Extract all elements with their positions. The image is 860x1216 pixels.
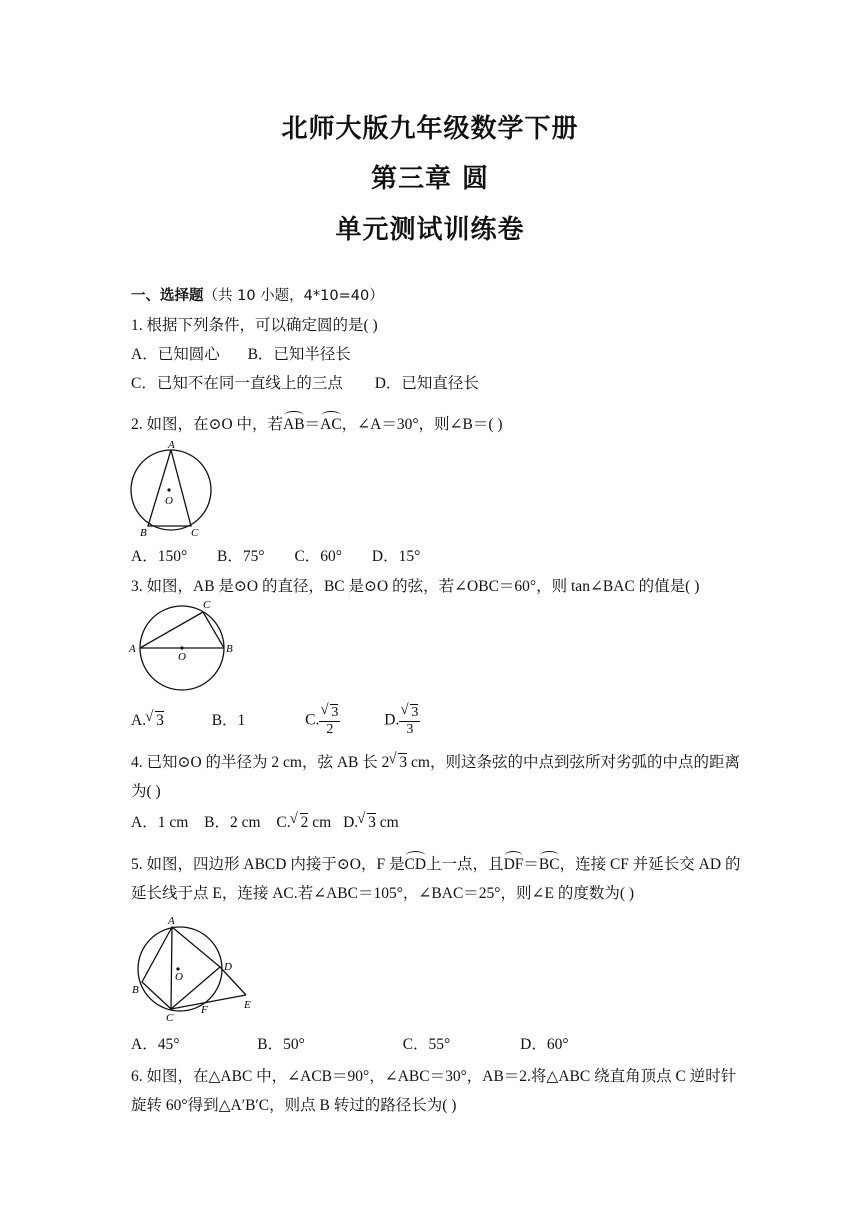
section-header [131,284,384,305]
q4-option-a: A．1 cm [131,814,189,831]
q1-option-a: A．已知圆心 [131,346,220,363]
question-3-options [131,704,420,738]
q5-label-a: A [168,915,175,927]
q5-circle [138,927,222,1011]
q4-radical: √ 3 [398,753,407,772]
q3-option-c-fraction [319,704,340,738]
question-1-options-row1 [131,342,351,364]
question-5-stem-line2: 延长线于点 E，连接 AC.若∠ABC＝105°，∠BAC＝25°，则∠E 的度数为( ) [131,885,635,902]
title-chapter: 第三章 圆 [370,164,490,194]
q5-equals: ＝ [523,856,539,873]
q3-option-a-prefix: A. [131,711,147,729]
q4-option-d [343,813,399,832]
q3-option-d [384,704,420,738]
q5-quadrilateral-abcd [142,927,220,1009]
question-2-options [131,544,420,566]
arc-ab: AB [283,416,305,433]
q5-option-d: D．60° [520,1036,569,1053]
q5-option-b: B．50° [257,1036,305,1053]
q3-chord-bc [203,612,224,648]
q3-label-c: C [203,599,211,611]
q4-stem-part2: cm，则这条弦的中点到弦所对劣弧的中点的距离 [407,754,740,771]
question-3-stem: 3. 如图，AB 是⊙O 的直径，BC 是⊙O 的弦，若∠OBC＝60°，则 tan∠BAC 的值是( ) [131,578,700,595]
q2-center-dot [167,488,170,491]
q3-chord-ac [140,612,203,648]
q2-option-c: C．60° [294,548,342,565]
q5-segment-ac [171,927,172,1009]
q3-option-c-prefix: C. [305,711,320,729]
q5-stem-part1: 5. 如图，四边形 ABCD 内接于⊙O，F 是 [131,856,405,873]
q1-option-c: C．已知不在同一直线上的三点 [131,375,343,392]
question-6-stem-line1: 6. 如图，在△ABC 中，∠ACB＝90°，∠ABC＝30°，AB＝2.将△ABC 绕直角顶点 C 逆时针 [131,1068,737,1085]
q5-figure-inscribed-quadrilateral [128,914,264,1024]
question-5-options [131,1032,569,1054]
q5-label-e: E [244,999,251,1011]
question-6-stem-line2: 旋转 60°得到△A′B′C，则点 B 转过的路径长为( ) [131,1097,457,1114]
q4-option-d-prefix: D. [343,814,359,831]
q3-option-a [131,711,164,730]
q2-figure-circle-triangle [128,438,218,542]
q3-option-a-radical: √ 3 [155,711,164,730]
q5-stem-part2: 上一点，且 [426,856,504,873]
q4-option-d-radical: √ 3 [367,813,376,832]
question-5-stem-line1 [131,852,740,874]
q1-option-b: B．已知半径长 [247,346,351,363]
q1-option-d: D．已知直径长 [374,375,479,392]
q2-stem-part2: ，∠A＝30°，则∠B＝( ) [341,416,503,433]
q2-label-b: B [140,527,147,539]
q4-option-c-radical: √ 2 [300,813,309,832]
question-1-stem: 1. 根据下列条件，可以确定圆的是( ) [131,317,378,334]
q3-option-d-denominator: 3 [399,721,420,738]
title-textbook: 北师大版九年级数学下册 [281,114,579,144]
q5-label-o: O [175,971,183,983]
q2-label-o: O [165,495,173,507]
q4-option-c-unit: cm [308,814,332,831]
q3-option-d-prefix: D. [384,711,400,729]
q3-option-c-denominator: 2 [319,721,340,738]
q2-option-b: B．75° [217,548,265,565]
q5-option-a: A．45° [131,1036,180,1053]
q2-circle [131,450,211,530]
q2-label-a: A [168,439,175,451]
q2-equals: ＝ [304,416,321,433]
q3-center-dot [180,646,183,649]
arc-bc: BC [538,856,560,873]
q3-option-b: B．1 [211,711,246,729]
arc-df: DF [503,856,524,873]
question-4-options [131,810,399,832]
section-label: 一、选择题 [131,288,204,304]
arc-cd: CD [404,856,427,873]
q3-option-c-numerator: √ 3 [330,704,338,721]
question-4-stem-line1 [131,750,740,772]
q5-option-c: C．55° [402,1036,451,1053]
q3-option-d-numerator: √ 3 [410,704,418,721]
q5-stem-part3: ，连接 CF 并延长交 AD 的 [559,856,741,873]
q4-option-c [276,813,331,832]
q4-stem-part1: 4. 已知⊙O 的半径为 2 cm，弦 AB 长 2 [131,754,390,771]
q3-figure-circle-diameter [128,598,240,694]
q2-triangle [148,450,191,526]
q3-label-o: O [178,651,186,663]
q4-option-d-unit: cm [375,814,399,831]
title-test: 单元测试训练卷 [335,215,525,245]
arc-ac: AC [320,416,342,433]
q3-label-b: B [226,643,233,655]
question-2-stem [131,412,503,434]
q2-option-a: A．150° [131,548,188,565]
section-note: （共 10 小题，4*10=40） [203,288,384,304]
q5-label-b: B [132,984,139,996]
question-4-stem-line2: 为( ) [131,783,161,800]
q2-stem-part1: 2. 如图，在⊙O 中，若 [131,416,284,433]
q5-label-c: C [166,1012,174,1024]
q5-segment-ce [171,995,246,1009]
q5-label-f: F [201,1004,208,1016]
q3-label-a: A [129,643,136,655]
q4-option-c-prefix: C. [276,814,291,831]
q2-label-c: C [191,527,199,539]
q5-label-d: D [224,961,232,973]
question-1-options-row2 [131,371,479,393]
q4-option-b: B．2 cm [204,814,261,831]
q3-option-d-fraction [399,704,420,738]
q3-option-c [305,704,340,738]
q2-option-d: D．15° [371,548,421,565]
